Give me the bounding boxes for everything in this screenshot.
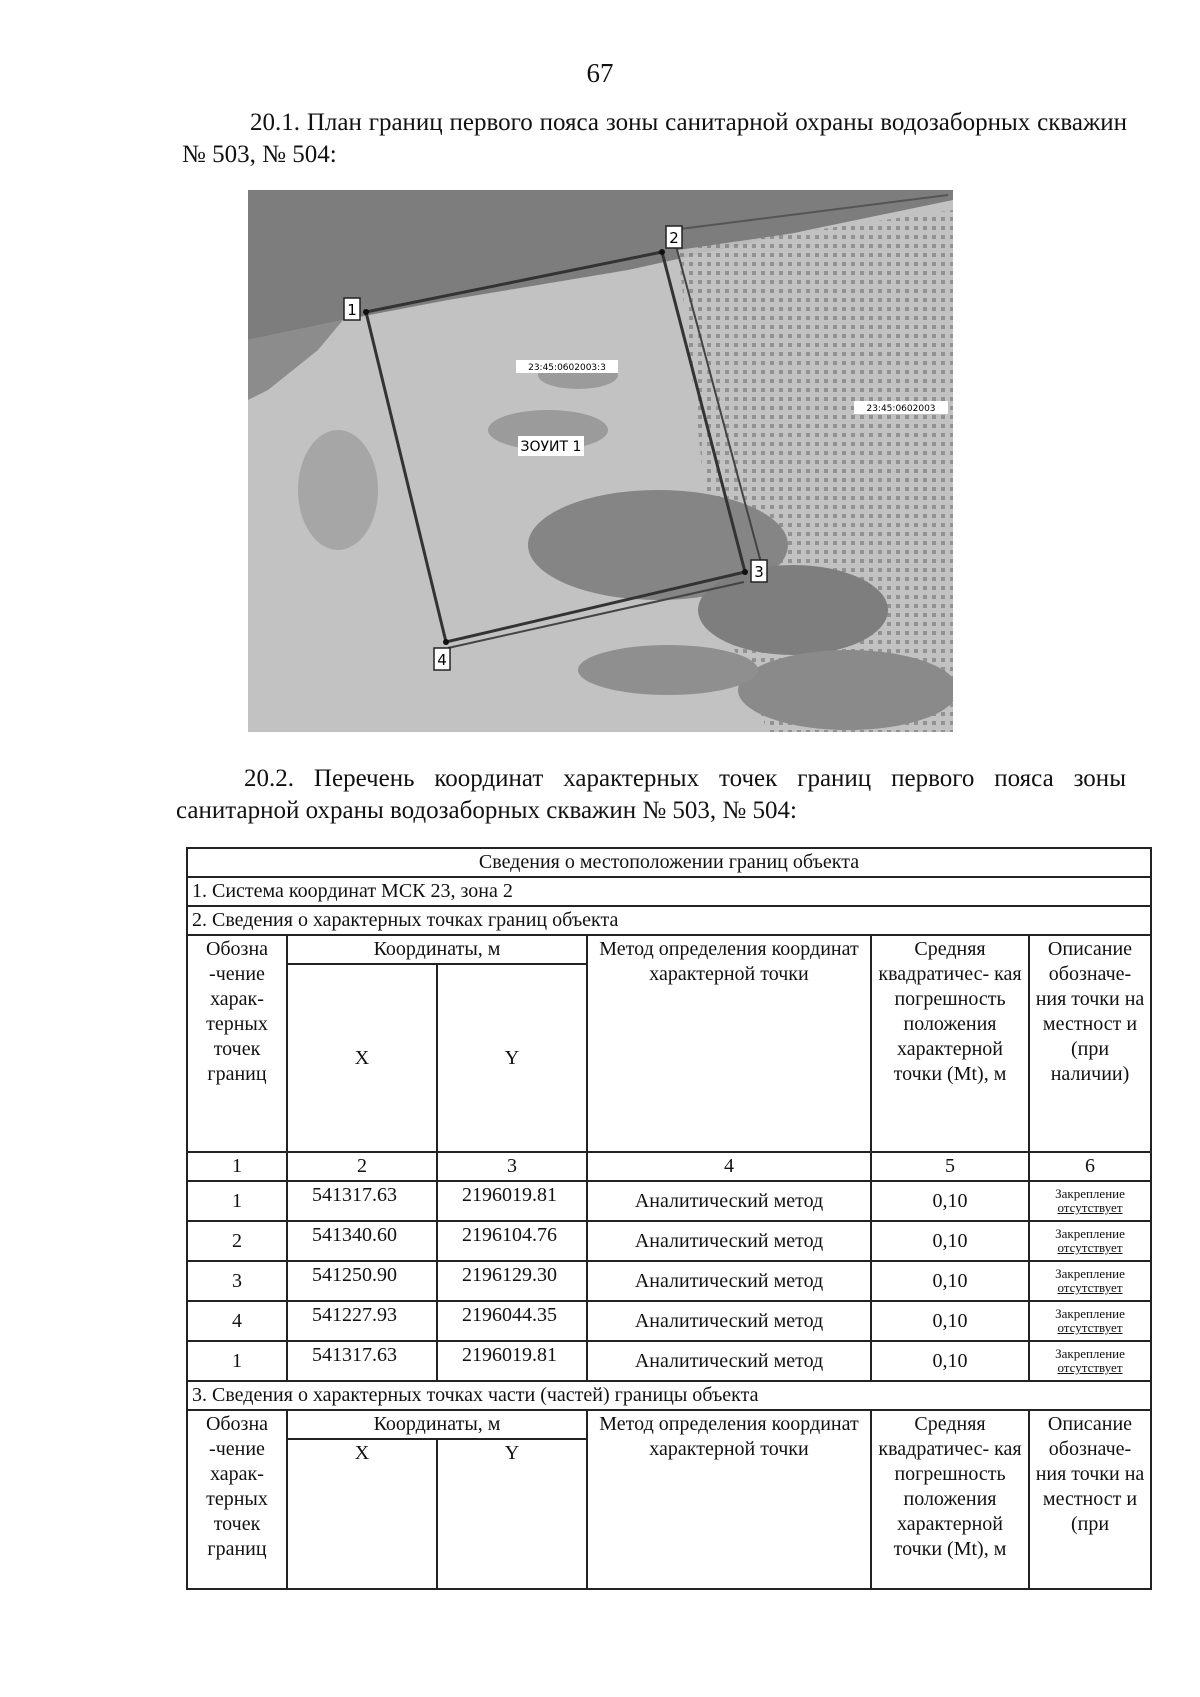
map-point-label-4: [434, 648, 450, 670]
cell-description: Закрепление отсутствует: [1029, 1341, 1151, 1381]
table-row: [187, 1261, 1151, 1301]
cell-x: 541227.93: [287, 1301, 437, 1341]
cell-x: 541340.60: [287, 1221, 437, 1261]
svg-text:3: 3: [754, 563, 764, 581]
cell-method: Аналитический метод: [587, 1261, 871, 1301]
map-zone-label: [518, 436, 584, 456]
svg-text:ЗОУИТ 1: ЗОУИТ 1: [520, 439, 582, 455]
cell-method: Аналитический метод: [587, 1301, 871, 1341]
map-point-label-1: [344, 298, 360, 320]
table-row: [187, 1221, 1151, 1261]
cell-method: Аналитический метод: [587, 1221, 871, 1261]
cell-error: 0,10: [871, 1261, 1029, 1301]
cell-point: 2: [187, 1221, 287, 1261]
header2-x: X: [287, 1439, 437, 1589]
header-description: Описание обозначе- ния точки на местност и (при наличии): [1029, 935, 1151, 1152]
map-point-label-3: [751, 560, 767, 582]
coordinate-system-row: 1. Система координат МСК 23, зона 2: [187, 877, 1151, 906]
svg-text:23:45:0602003: 23:45:0602003: [866, 404, 936, 414]
column-index: 5: [871, 1152, 1029, 1181]
map-point-label-2: [666, 226, 682, 248]
coordinates-table: [186, 847, 1152, 1590]
cell-y: 2196044.35: [437, 1301, 587, 1341]
cell-x: 541250.90: [287, 1261, 437, 1301]
cell-method: Аналитический метод: [587, 1341, 871, 1381]
header2-designation: Обозна -чение харак- терных точек границ: [187, 1410, 287, 1589]
table-row: [187, 1341, 1151, 1381]
cell-error: 0,10: [871, 1181, 1029, 1221]
svg-text:2: 2: [669, 229, 679, 247]
header2-coordinates: Координаты, м: [287, 1410, 587, 1439]
cell-description: Закрепление отсутствует: [1029, 1301, 1151, 1341]
cell-point: 4: [187, 1301, 287, 1341]
boundary-plan-map: [248, 190, 953, 732]
cell-y: 2196129.30: [437, 1261, 587, 1301]
cell-x: 541317.63: [287, 1341, 437, 1381]
header2-method: Метод определения координат характерной точки: [587, 1410, 871, 1589]
cell-description: Закрепление отсутствует: [1029, 1261, 1151, 1301]
header-x: X: [287, 964, 437, 1152]
column-index-row: [187, 1152, 1151, 1181]
svg-text:1: 1: [347, 301, 357, 319]
cell-error: 0,10: [871, 1301, 1029, 1341]
cell-point: 3: [187, 1261, 287, 1301]
column-index: 2: [287, 1152, 437, 1181]
column-index: 3: [437, 1152, 587, 1181]
cell-y: 2196019.81: [437, 1181, 587, 1221]
table-row: [187, 1301, 1151, 1341]
cell-description: Закрепление отсутствует: [1029, 1181, 1151, 1221]
header-designation: Обозна -чение харак- терных точек границ: [187, 935, 287, 1152]
header2-description: Описание обозначе- ния точки на местност и (при: [1029, 1410, 1151, 1589]
svg-text:4: 4: [437, 651, 447, 669]
column-index: 4: [587, 1152, 871, 1181]
cell-x: 541317.63: [287, 1181, 437, 1221]
column-index: 6: [1029, 1152, 1151, 1181]
column-index: 1: [187, 1152, 287, 1181]
cell-y: 2196104.76: [437, 1221, 587, 1261]
header2-y: Y: [437, 1439, 587, 1589]
header-method: Метод определения координат характерной точки: [587, 935, 871, 1152]
points-section-header: 2. Сведения о характерных точках границ объекта: [187, 906, 1151, 935]
cell-method: Аналитический метод: [587, 1181, 871, 1221]
svg-text:23:45:0602003:3: 23:45:0602003:3: [528, 363, 606, 373]
header-error: Средняя квадратичес- кая погрешность положения характерной точки (Mt), м: [871, 935, 1029, 1152]
header-y: Y: [437, 964, 587, 1152]
cell-point: 1: [187, 1181, 287, 1221]
cell-error: 0,10: [871, 1341, 1029, 1381]
table-row: [187, 1181, 1151, 1221]
cell-point: 1: [187, 1341, 287, 1381]
cell-error: 0,10: [871, 1221, 1029, 1261]
cell-description: Закрепление отсутствует: [1029, 1221, 1151, 1261]
map-parcel-label-2: [854, 401, 948, 414]
parts-section-header: 3. Сведения о характерных точках части (частей) границы объекта: [187, 1381, 1151, 1410]
section-heading-coordinates: 20.2. Перечень координат характерных точек границ первого пояса зоны санитарной охраны водозаборных скважин № 503, № 504:: [176, 765, 1126, 824]
section-heading-plan: 20.1. План границ первого пояса зоны санитарной охраны водозаборных скважин № 503, № 504:: [182, 109, 1127, 168]
table-title: Сведения о местоположении границ объекта: [187, 848, 1151, 877]
map-parcel-label-1: [516, 360, 618, 373]
header2-error: Средняя квадратичес- кая погрешность положения характерной точки (Mt), м: [871, 1410, 1029, 1589]
cell-y: 2196019.81: [437, 1341, 587, 1381]
page-number: 67: [586, 58, 614, 88]
header-coordinates: Координаты, м: [287, 935, 587, 964]
